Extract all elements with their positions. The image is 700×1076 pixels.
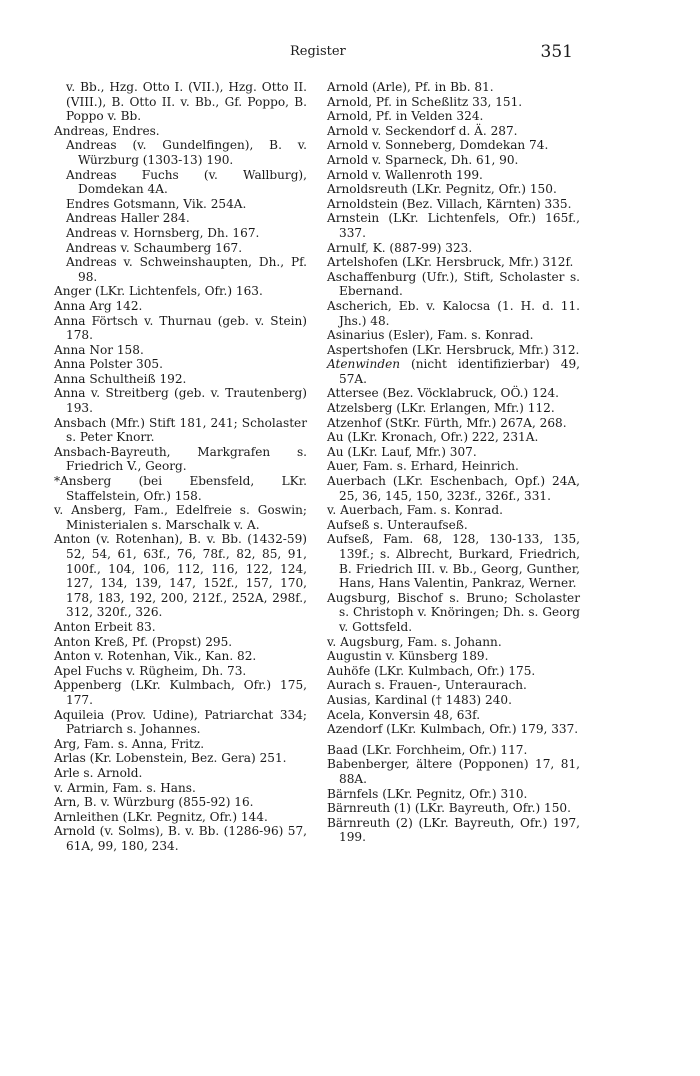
index-entry — [54, 781, 307, 796]
index-entry-text: Aurach s. Frauen-, Unteraurach. — [327, 678, 527, 693]
index-entry-text: Ausias, Kardinal († 1483) 240. — [327, 692, 512, 707]
index-entry — [327, 474, 580, 503]
index-entry-text: Andreas v. Hornsberg, Dh. 167. — [66, 225, 260, 240]
index-entry — [327, 757, 580, 786]
index-entry-text: Aufseß, Fam. 68, 128, 130-133, 135, 139f.; s. Albrecht, Burkard, Friedrich, B. Friedrich III. v. Bb., Georg, Gunther, Hans, Hans Valentin, Pankraz, Werner. — [327, 532, 580, 591]
page-number: 351 — [540, 42, 573, 62]
index-entry-text: Au (LKr. Kronach, Ofr.) 222, 231A. — [327, 430, 539, 445]
index-entry-text: Artelshofen (LKr. Hersbruck, Mfr.) 312f. — [327, 255, 574, 270]
index-entry-text: Anna Schultheiß 192. — [54, 371, 187, 386]
index-entry — [54, 737, 307, 752]
index-entry-text: Aschaffenburg (Ufr.), Stift, Scholaster s. Ebernand. — [327, 269, 580, 299]
index-entry — [327, 80, 580, 95]
index-column-left — [54, 80, 307, 853]
index-entry — [327, 182, 580, 197]
index-entry — [327, 153, 580, 168]
index-entry-text: Andreas Fuchs (v. Wallburg), Domdekan 4A. — [66, 167, 307, 197]
index-entry-text: Anton Erbeit 83. — [54, 619, 156, 634]
index-entry — [54, 649, 307, 664]
index-entry-text: v. Auerbach, Fam. s. Konrad. — [327, 503, 503, 518]
index-entry — [54, 80, 307, 124]
index-entry-text: Arnold v. Seckendorf d. Ä. 287. — [327, 123, 518, 138]
index-entry-text: Andreas, Endres. — [54, 123, 160, 138]
index-entry — [54, 751, 307, 766]
index-entry — [327, 708, 580, 723]
index-entry-text: Anna Arg 142. — [54, 298, 143, 313]
index-entry — [327, 416, 580, 431]
index-entry-text: Asinarius (Esler), Fam. s. Konrad. — [327, 328, 534, 343]
index-entry — [327, 328, 580, 343]
index-entry-text: Arnold (Arle), Pf. in Bb. 81. — [327, 80, 494, 94]
index-entry — [327, 664, 580, 679]
index-entry — [54, 372, 307, 387]
index-entry-text: Auhöfe (LKr. Kulmbach, Ofr.) 175. — [327, 663, 536, 678]
index-entry-text: Aspertshofen (LKr. Hersbruck, Mfr.) 312. — [327, 342, 580, 357]
index-entry — [54, 532, 307, 620]
index-entry-text: (nicht identifizierbar) 49, 57A. — [339, 357, 580, 386]
index-entry — [327, 532, 580, 590]
index-entry — [327, 299, 580, 328]
index-entry — [54, 620, 307, 635]
index-entry — [327, 787, 580, 802]
index-entry — [327, 168, 580, 183]
index-entry-text: Arle s. Arnold. — [54, 765, 143, 780]
index-entry-text: Anna Polster 305. — [54, 357, 163, 372]
index-entry-text: Augsburg, Bischof s. Bruno; Scholaster s. Christoph v. Knöringen; Dh. s. Georg v. Gottsfeld. — [327, 590, 580, 634]
index-entry-text: Arnold (v. Solms), B. v. Bb. (1286-96) 57, 61A, 99, 180, 234. — [54, 824, 307, 853]
index-entry-text: *Ansberg (bei Ebensfeld, LKr. Staffelstein, Ofr.) 158. — [54, 474, 307, 503]
index-entry-text: v. Armin, Fam. s. Hans. — [54, 780, 196, 795]
index-entry — [327, 591, 580, 635]
index-entry — [54, 343, 307, 358]
index-entry-text: Andreas v. Schaumberg 167. — [66, 240, 243, 255]
index-entry — [327, 357, 580, 386]
index-entry — [327, 241, 580, 256]
index-entry-text: Atzenhof (StKr. Fürth, Mfr.) 267A, 268. — [327, 415, 567, 430]
index-entry-text: Attersee (Bez. Vöcklabruck, OÖ.) 124. — [327, 386, 560, 401]
index-entry-text: Anton Kreß, Pf. (Propst) 295. — [54, 634, 233, 649]
index-entry-text: Anna Nor 158. — [54, 342, 144, 357]
index-entry-text: Arnoldstein (Bez. Villach, Kärnten) 335. — [327, 196, 572, 211]
index-entry — [54, 445, 307, 474]
index-entry — [327, 722, 580, 737]
index-entry-text: Bärnreuth (1) (LKr. Bayreuth, Ofr.) 150. — [327, 801, 571, 816]
index-entry-text: Anna v. Streitberg (geb. v. Trautenberg) 193. — [54, 386, 307, 416]
index-entry-text: Babenberger, ältere (Popponen) 17, 81, 88A. — [327, 757, 580, 786]
index-entry — [327, 678, 580, 693]
index-entry — [54, 284, 307, 299]
index-entry-text: Arnold, Pf. in Velden 324. — [327, 109, 484, 124]
index-entry — [54, 416, 307, 445]
index-entry — [327, 635, 580, 650]
index-entry — [327, 197, 580, 212]
index-entry-text: Bärnreuth (2) (LKr. Bayreuth, Ofr.) 197, 199. — [327, 815, 580, 845]
index-entry — [327, 211, 580, 240]
index-entry-text: Endres Gotsmann, Vik. 254A. — [66, 196, 247, 211]
index-entry-text: v. Augsburg, Fam. s. Johann. — [327, 634, 502, 649]
index-entry-text: Arg, Fam. s. Anna, Fritz. — [54, 736, 205, 751]
index-entry — [54, 795, 307, 810]
index-entry-text: Anton (v. Rotenhan), B. v. Bb. (1432-59) 52, 54, 61, 63f., 76, 78f., 82, 85, 91, 100f., 104, 106, 112, 116, 122, 124, 127, 134, 139, 147, 152f., 157, 170, 178, 183, 192, 200, 212f., 252A, 298f., 312, 320f., 326. — [54, 532, 307, 620]
index-entry — [54, 708, 307, 737]
index-entry-text: Auer, Fam. s. Erhard, Heinrich. — [327, 459, 519, 474]
index-entry — [54, 766, 307, 781]
index-entry — [327, 255, 580, 270]
index-entry — [54, 197, 307, 212]
index-column-right — [327, 80, 580, 845]
index-entry — [54, 314, 307, 343]
index-entry-text: Baad (LKr. Forchheim, Ofr.) 117. — [327, 742, 528, 757]
index-entry — [54, 255, 307, 284]
index-entry-text: Andreas (v. Gundelfingen), B. v. Würzburg (1303-13) 190. — [66, 138, 307, 167]
index-entry — [54, 635, 307, 650]
index-entry-text: Ansbach-Bayreuth, Markgrafen s. Friedrich V., Georg. — [54, 444, 307, 474]
index-entry — [327, 743, 580, 758]
index-entry-text: Auerbach (LKr. Eschenbach, Opf.) 24A, 25, 36, 145, 150, 323f., 326f., 331. — [327, 474, 580, 503]
index-entry — [327, 693, 580, 708]
page-header — [0, 42, 700, 66]
index-entry — [54, 357, 307, 372]
index-entry-text: Arnulf, K. (887-99) 323. — [327, 240, 473, 255]
index-entry — [54, 138, 307, 167]
index-entry-text: Aufseß s. Unteraufseß. — [327, 517, 468, 532]
index-entry-text: Anton v. Rotenhan, Vik., Kan. 82. — [54, 649, 257, 664]
index-entry-text: Arn, B. v. Würzburg (855-92) 16. — [54, 795, 254, 810]
index-entry-text: Acela, Konversin 48, 63f. — [327, 707, 481, 722]
index-entry — [327, 95, 580, 110]
index-entry — [54, 168, 307, 197]
index-entry — [54, 386, 307, 415]
index-entry — [327, 518, 580, 533]
index-entry — [54, 810, 307, 825]
index-entry-text: Augustin v. Künsberg 189. — [327, 649, 489, 664]
index-entry — [54, 299, 307, 314]
running-head: Register — [290, 44, 346, 59]
index-entry-text: Apel Fuchs v. Rügheim, Dh. 73. — [54, 663, 247, 678]
index-entry — [327, 343, 580, 358]
index-entry-text: Arnold v. Sparneck, Dh. 61, 90. — [327, 152, 519, 167]
index-entry — [327, 138, 580, 153]
index-entry-text: v. Ansberg, Fam., Edelfreie s. Goswin; Ministerialen s. Marschalk v. A. — [54, 503, 307, 532]
index-entry-text: Arnleithen (LKr. Pegnitz, Ofr.) 144. — [54, 809, 268, 824]
index-entry — [327, 801, 580, 816]
index-entry — [327, 503, 580, 518]
index-entry-text: Arnold v. Wallenroth 199. — [327, 167, 483, 182]
index-entry-text: Ansbach (Mfr.) Stift 181, 241; Scholaster s. Peter Knorr. — [54, 415, 307, 445]
index-entry-text: Andreas Haller 284. — [66, 211, 190, 226]
index-entry — [327, 430, 580, 445]
index-entry-text: Atzelsberg (LKr. Erlangen, Mfr.) 112. — [327, 401, 555, 416]
index-entry — [327, 816, 580, 845]
index-entry — [327, 124, 580, 139]
index-entry-text: Arnstein (LKr. Lichtenfels, Ofr.) 165f., 337. — [327, 211, 580, 240]
index-entry — [54, 124, 307, 139]
index-entry — [54, 226, 307, 241]
index-entry-text: Aquileia (Prov. Udine), Patriarchat 334; Patriarch s. Johannes. — [54, 707, 307, 737]
index-entry — [54, 211, 307, 226]
index-entry-text: Anna Förtsch v. Thurnau (geb. v. Stein) 178. — [54, 313, 307, 343]
index-entry — [54, 241, 307, 256]
index-entry — [327, 109, 580, 124]
index-entry-text: Arnold v. Sonneberg, Domdekan 74. — [327, 138, 549, 153]
index-entry — [327, 459, 580, 474]
index-entry — [54, 664, 307, 679]
index-entry-text: Ascherich, Eb. v. Kalocsa (1. H. d. 11. Jhs.) 48. — [327, 298, 580, 328]
index-entry — [54, 503, 307, 532]
index-entry — [327, 445, 580, 460]
index-entry — [327, 401, 580, 416]
index-entry-text: Appenberg (LKr. Kulmbach, Ofr.) 175, 177. — [54, 678, 307, 707]
index-entry-text: Au (LKr. Lauf, Mfr.) 307. — [327, 444, 477, 459]
index-entry — [54, 678, 307, 707]
index-entry — [327, 270, 580, 299]
index-entry-text: v. Bb., Hzg. Otto I. (VII.), Hzg. Otto II. (VIII.), B. Otto II. v. Bb., Gf. Poppo, B. Poppo v. Bb. — [66, 80, 307, 124]
index-entry-text: Azendorf (LKr. Kulmbach, Ofr.) 179, 337. — [327, 722, 579, 737]
index-entry-text: Anger (LKr. Lichtenfels, Ofr.) 163. — [54, 284, 263, 299]
index-entry — [327, 386, 580, 401]
index-entry-italic-term: Atenwinden — [327, 357, 401, 372]
index-entry-text: Arnoldsreuth (LKr. Pegnitz, Ofr.) 150. — [327, 182, 557, 197]
index-entry — [327, 649, 580, 664]
index-entry — [54, 474, 307, 503]
index-entry-text: Andreas v. Schweinshaupten, Dh., Pf. 98. — [66, 255, 307, 284]
index-entry-text: Arlas (Kr. Lobenstein, Bez. Gera) 251. — [54, 751, 287, 766]
index-entry-text: Bärnfels (LKr. Pegnitz, Ofr.) 310. — [327, 786, 528, 801]
index-entry — [54, 824, 307, 853]
index-entry-text: Arnold, Pf. in Scheßlitz 33, 151. — [327, 94, 523, 109]
